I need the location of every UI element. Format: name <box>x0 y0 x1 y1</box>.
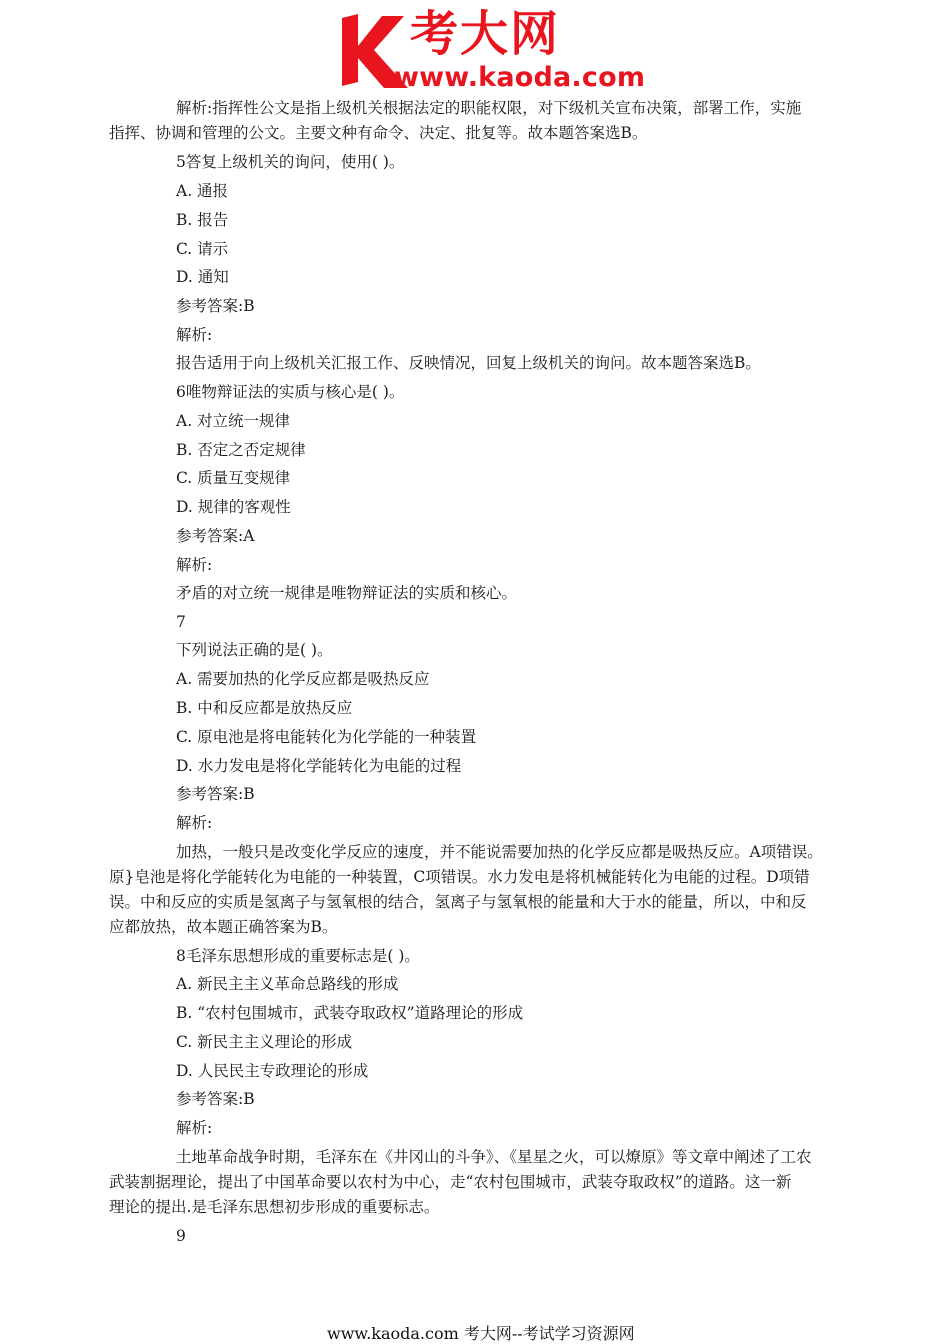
answer: 参考答案:B <box>176 297 255 315</box>
analysis-text: 理论的提出.是毛泽东思想初步形成的重要标志。 <box>109 1198 440 1216</box>
option: A. 新民主主义革命总路线的形成 <box>176 975 399 993</box>
analysis-label: 解析: <box>176 1119 213 1137</box>
analysis-text: 误。中和反应的实质是氢离子与氢氧根的结合，氢离子与氢氧根的能量和大于水的能量，所以，中和反 <box>109 893 807 911</box>
option: D. 规律的客观性 <box>176 498 291 516</box>
option: C. 质量互变规律 <box>176 469 291 487</box>
analysis-text: 应都放热，故本题正确答案为B。 <box>109 918 338 936</box>
analysis-label: 解析: <box>176 326 213 344</box>
analysis-text: 原}皂池是将化学能转化为电能的一种装置，C项错误。水力发电是将机械能转化为电能的过程。D项错 <box>109 868 810 886</box>
question-number: 9 <box>176 1227 186 1245</box>
analysis-text: 加热，一般只是改变化学反应的速度，并不能说需要加热的化学反应都是吸热反应。A项错误。 <box>176 843 823 861</box>
brand-name: 考大网 <box>410 6 561 62</box>
option: A. 通报 <box>176 182 229 200</box>
option: C. 新民主主义理论的形成 <box>176 1033 353 1051</box>
analysis-text: 矛盾的对立统一规律是唯物辩证法的实质和核心。 <box>176 584 518 602</box>
answer: 参考答案:B <box>176 1090 255 1108</box>
option: C. 原电池是将电能转化为化学能的一种装置 <box>176 728 477 746</box>
option: A. 需要加热的化学反应都是吸热反应 <box>176 670 430 688</box>
option: B. “农村包围城市，武装夺取政权”道路理论的形成 <box>176 1004 524 1022</box>
question-title: 6唯物辩证法的实质与核心是( )。 <box>176 383 405 401</box>
answer: 参考答案:B <box>176 785 255 803</box>
text-line: 指挥、协调和管理的公文。主要文种有命令、决定、批复等。故本题答案选B。 <box>109 124 648 142</box>
option: A. 对立统一规律 <box>176 412 291 430</box>
analysis-text: 报告适用于向上级机关汇报工作、反映情况，回复上级机关的询问。故本题答案选B。 <box>176 354 761 372</box>
option: C. 请示 <box>176 240 229 258</box>
question-title: 5答复上级机关的询问，使用( )。 <box>176 153 405 171</box>
question-number: 7 <box>176 613 186 631</box>
question-title: 下列说法正确的是( )。 <box>176 641 333 659</box>
option: D. 通知 <box>176 268 229 286</box>
option: D. 水力发电是将化学能转化为电能的过程 <box>176 757 462 775</box>
option: D. 人民民主专政理论的形成 <box>176 1062 369 1080</box>
analysis-text: 土地革命战争时期，毛泽东在《井冈山的斗争》、《星星之火，可以燎原》等文章中阐述了工农 <box>176 1148 812 1166</box>
analysis-label: 解析: <box>176 556 213 574</box>
page-footer: www.kaoda.com 考大网--考试学习资源网 <box>327 1324 635 1343</box>
brand-url: www.kaoda.com <box>394 62 646 93</box>
question-title: 8毛泽东思想形成的重要标志是( )。 <box>176 947 420 965</box>
option: B. 报告 <box>176 211 229 229</box>
analysis-text: 武装割据理论，提出了中国革命要以农村为中心，走“农村包围城市，武装夺取政权”的道路。这一新 <box>109 1173 792 1191</box>
option: B. 中和反应都是放热反应 <box>176 699 353 717</box>
text-line: 解析:指挥性公文是指上级机关根据法定的职能权限，对下级机关宣布决策，部署工作，实施 <box>176 99 802 117</box>
option: B. 否定之否定规律 <box>176 441 306 459</box>
analysis-label: 解析: <box>176 814 213 832</box>
answer: 参考答案:A <box>176 527 255 545</box>
